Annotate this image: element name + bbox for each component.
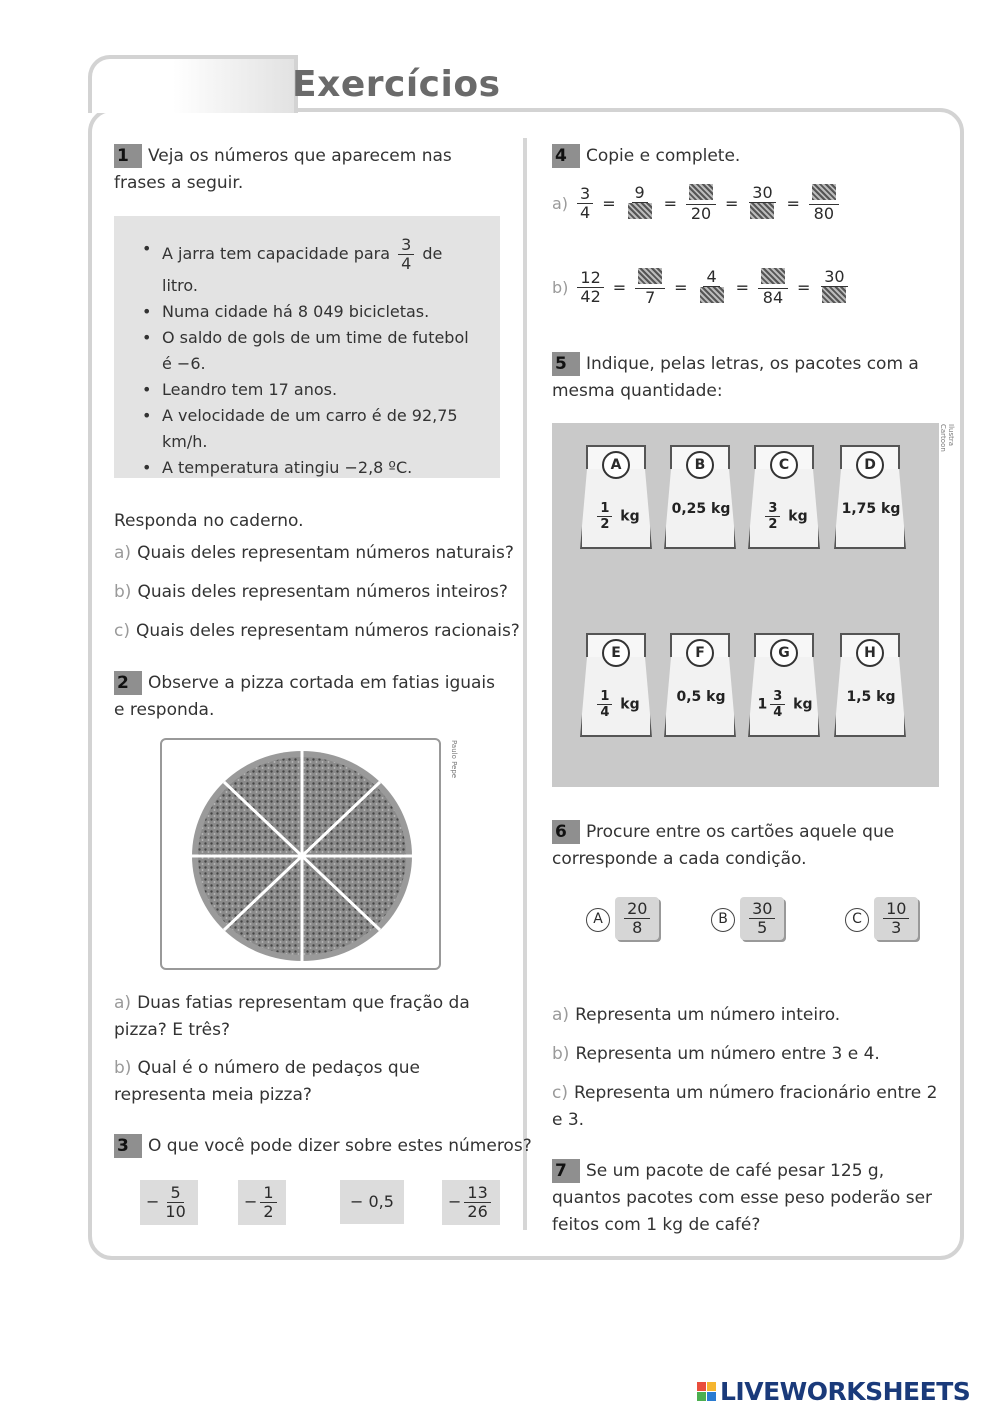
q5-illustration-credit: Ilustra Cartoon [939, 424, 955, 452]
q1-question-a [114, 540, 514, 567]
bag-letter: H [856, 639, 884, 667]
card [615, 897, 659, 940]
denominator: 2 [263, 1202, 274, 1221]
equals-sign: = [674, 278, 688, 297]
question-text: Quais deles representam números inteiros? [137, 582, 508, 602]
q4-row-b [552, 268, 852, 307]
denominator: 2 [768, 517, 778, 532]
denominator: 5 [757, 918, 768, 937]
numerator: 30 [821, 268, 847, 287]
equals-sign: = [735, 278, 749, 297]
question-label: b) [552, 278, 569, 297]
pizza-image [162, 740, 439, 968]
q7-number: 7 [552, 1159, 580, 1183]
pizza-image-frame [160, 738, 441, 970]
question-text: Representa um número entre 3 e 4. [575, 1044, 880, 1064]
q3-intro [114, 1133, 532, 1160]
card-letter: B [711, 908, 735, 932]
denominator: 42 [580, 287, 601, 306]
fraction [747, 184, 777, 223]
fraction [577, 269, 603, 306]
list-item [142, 236, 476, 299]
question-text: Representa um número inteiro. [575, 1005, 841, 1025]
q3-number: 3 [114, 1134, 142, 1158]
denominator: 4 [401, 254, 412, 273]
q6-question-c [552, 1080, 942, 1134]
q2-intro [114, 670, 502, 724]
q1-info-box [114, 216, 500, 478]
q3-card [140, 1180, 198, 1225]
unit: kg [788, 696, 813, 713]
numerator [635, 268, 665, 289]
unit: kg [615, 508, 640, 525]
bag-e [576, 633, 656, 739]
numerator: 30 [749, 900, 775, 919]
denominator: 4 [580, 203, 591, 222]
q1-number: 1 [114, 144, 142, 168]
numerator: 3 [398, 236, 414, 255]
numerator: 3 [770, 689, 785, 705]
fraction [577, 185, 593, 222]
numerator: 1 [597, 689, 612, 705]
q2-number: 2 [114, 671, 142, 695]
q6-question-a [552, 1002, 840, 1029]
equals-sign: = [602, 194, 616, 213]
bag-letter: C [770, 451, 798, 479]
unit: kg [783, 508, 808, 525]
blank-hatch[interactable] [700, 287, 724, 303]
fraction [398, 236, 414, 273]
q6-card-a [586, 893, 659, 940]
fraction [624, 900, 650, 937]
bag-weight: 1,75 kg [841, 501, 901, 517]
question-label: c) [552, 1083, 568, 1103]
blank-hatch[interactable] [628, 203, 652, 219]
blank-hatch[interactable] [750, 203, 774, 219]
denominator: 10 [165, 1202, 186, 1221]
logo-cell [707, 1392, 716, 1401]
fraction [260, 1184, 276, 1221]
q4-number: 4 [552, 144, 580, 168]
bag-letter: D [856, 451, 884, 479]
fraction [770, 689, 785, 720]
q6-card-b [711, 893, 784, 940]
blank-hatch[interactable] [761, 268, 785, 284]
fraction [758, 268, 788, 307]
q5-number: 5 [552, 352, 580, 376]
question-label: b) [114, 582, 132, 602]
page-title: Exercícios [292, 64, 501, 105]
numerator: 30 [749, 184, 775, 203]
list-item: • A temperatura atingiu −2,8 ºC. [142, 455, 476, 481]
bag-a [576, 445, 656, 551]
q1-intro-text: Veja os números que aparecem nas frases a seguir. [114, 146, 452, 193]
fraction [686, 184, 716, 223]
fraction [749, 900, 775, 937]
fraction [635, 268, 665, 307]
bag-weight: 1,5 kg [846, 689, 896, 705]
bag-letter: F [686, 639, 714, 667]
list-item: • O saldo de gols de um time de futebol é −6. [142, 325, 476, 377]
q6-intro-text: Procure entre os cartões aquele que corresponde a cada condição. [552, 822, 895, 869]
q3-intro-text: O que você pode dizer sobre estes números? [148, 1136, 532, 1156]
numerator: 20 [624, 900, 650, 919]
fraction [883, 900, 909, 937]
question-text: Qual é o número de pedaços que representa meia pizza? [114, 1058, 420, 1105]
q1-respond: Responda no caderno. [114, 511, 304, 531]
item-text: A jarra tem capacidade para [162, 244, 396, 263]
numerator [809, 184, 839, 205]
column-divider [523, 138, 527, 1230]
list-item: • A velocidade de um carro é de 92,75 km/h. [142, 403, 476, 455]
fraction [597, 501, 612, 532]
logo-cell [697, 1392, 706, 1401]
numerator: 4 [703, 268, 719, 287]
denominator: 3 [891, 918, 902, 937]
denominator: 80 [813, 204, 835, 223]
bag-g [744, 633, 824, 739]
unit: kg [615, 696, 640, 713]
equals-sign: = [663, 194, 678, 213]
denominator: 2 [600, 517, 610, 532]
fraction [809, 184, 839, 223]
bag-f [660, 633, 740, 739]
bag-b [660, 445, 740, 551]
fraction [597, 689, 612, 720]
equals-sign: = [612, 278, 627, 297]
numerator: 9 [632, 184, 648, 203]
question-label: a) [114, 543, 132, 563]
equals-sign: = [725, 194, 739, 213]
bag-letter: E [602, 639, 630, 667]
list-item: • Numa cidade há 8 049 bicicletas. [142, 299, 476, 325]
q6-card-c [845, 893, 918, 940]
sign: − [448, 1192, 462, 1211]
numerator: 3 [765, 501, 780, 517]
q4-intro [552, 143, 740, 170]
card [740, 897, 784, 940]
numerator: 12 [577, 269, 603, 288]
q7-question-text: Se um pacote de café pesar 125 g, quantos pacotes com esse peso poderão ser feitos com 1 kg de café? [552, 1161, 933, 1235]
question-label: a) [552, 194, 569, 213]
question-text: Quais deles representam números naturais? [137, 543, 514, 563]
denominator: 26 [467, 1202, 488, 1221]
numerator: 3 [577, 185, 593, 204]
question-label: b) [114, 1058, 132, 1078]
numerator [758, 268, 788, 289]
q6-number: 6 [552, 820, 580, 844]
numerator [686, 184, 716, 205]
q5-bags-illustration [552, 423, 939, 787]
card-letter: A [586, 908, 610, 932]
question-label: b) [552, 1044, 570, 1064]
bag-letter: B [686, 451, 714, 479]
q2-question-a [114, 990, 504, 1044]
denominator: 4 [773, 705, 783, 720]
bag-weight [582, 501, 652, 532]
fraction [625, 184, 655, 223]
denominator [747, 203, 777, 223]
q1-intro [114, 143, 502, 197]
fraction [819, 268, 849, 307]
denominator [625, 203, 655, 223]
denominator: 4 [600, 705, 610, 720]
bag-weight [582, 689, 652, 720]
q5-intro-text: Indique, pelas letras, os pacotes com a mesma quantidade: [552, 354, 919, 401]
q2-question-b [114, 1055, 504, 1109]
card-letter: C [845, 908, 869, 932]
bag-weight [750, 689, 820, 720]
equals-sign: = [796, 278, 811, 297]
denominator [819, 287, 849, 307]
blank-hatch[interactable] [822, 287, 846, 303]
q2-intro-text: Observe a pizza cortada em fatias iguais e responda. [114, 673, 496, 720]
list-item: • Leandro tem 17 anos. [142, 377, 476, 403]
q1-question-b [114, 579, 508, 606]
q6-question-b [552, 1041, 880, 1068]
bag-letter: A [602, 451, 630, 479]
liveworksheets-logo[interactable] [697, 1377, 970, 1406]
blank-hatch[interactable] [812, 184, 836, 200]
logo-text: LIVEWORKSHEETS [720, 1377, 971, 1406]
logo-cell [707, 1382, 716, 1391]
question-label: c) [114, 621, 130, 641]
q3-card: − 0,5 [340, 1180, 404, 1224]
numerator: 10 [883, 900, 909, 919]
q3-card [238, 1180, 286, 1225]
sign: − [244, 1192, 258, 1211]
fraction [697, 268, 727, 307]
q4-intro-text: Copie e complete. [586, 146, 741, 166]
q6-intro [552, 819, 942, 873]
q2-photo-credit: Paulo Pepe [450, 740, 458, 779]
whole-number: 1 [757, 696, 768, 713]
fraction [765, 501, 780, 532]
denominator: 7 [645, 288, 656, 307]
question-text: Duas fatias representam que fração da pizza? E três? [114, 993, 470, 1040]
logo-icon [697, 1382, 716, 1401]
card [874, 897, 918, 940]
numerator: 1 [597, 501, 612, 517]
q5-intro [552, 351, 940, 405]
question-text: Representa um número fracionário entre 2 e 3. [552, 1083, 938, 1130]
denominator [697, 287, 727, 307]
blank-hatch[interactable] [638, 268, 662, 284]
q3-card [442, 1180, 500, 1225]
blank-hatch[interactable] [689, 184, 713, 200]
fraction [464, 1184, 490, 1221]
sign: − [146, 1192, 160, 1211]
denominator: 20 [690, 204, 712, 223]
question-label: a) [114, 993, 132, 1013]
bag-weight: 0,25 kg [671, 501, 731, 517]
bag-weight [750, 501, 820, 532]
question-label: a) [552, 1005, 570, 1025]
denominator: 84 [762, 288, 784, 307]
bag-d [830, 445, 910, 551]
q1-question-c [114, 618, 520, 645]
numerator: 5 [167, 1184, 183, 1203]
item-text: de litro. [162, 244, 443, 295]
q7-text [552, 1158, 942, 1239]
bag-weight: 0,5 kg [676, 689, 726, 705]
denominator: 8 [632, 918, 643, 937]
numerator: 13 [464, 1184, 490, 1203]
q4-row-a [552, 184, 842, 223]
bag-letter: G [770, 639, 798, 667]
numerator: 1 [260, 1184, 276, 1203]
bag-c [744, 445, 824, 551]
fraction [162, 1184, 188, 1221]
bag-h [830, 633, 910, 739]
equals-sign: = [786, 194, 800, 213]
logo-cell [697, 1382, 706, 1391]
question-text: Quais deles representam números racionais? [135, 621, 520, 641]
title-tab [88, 55, 298, 113]
